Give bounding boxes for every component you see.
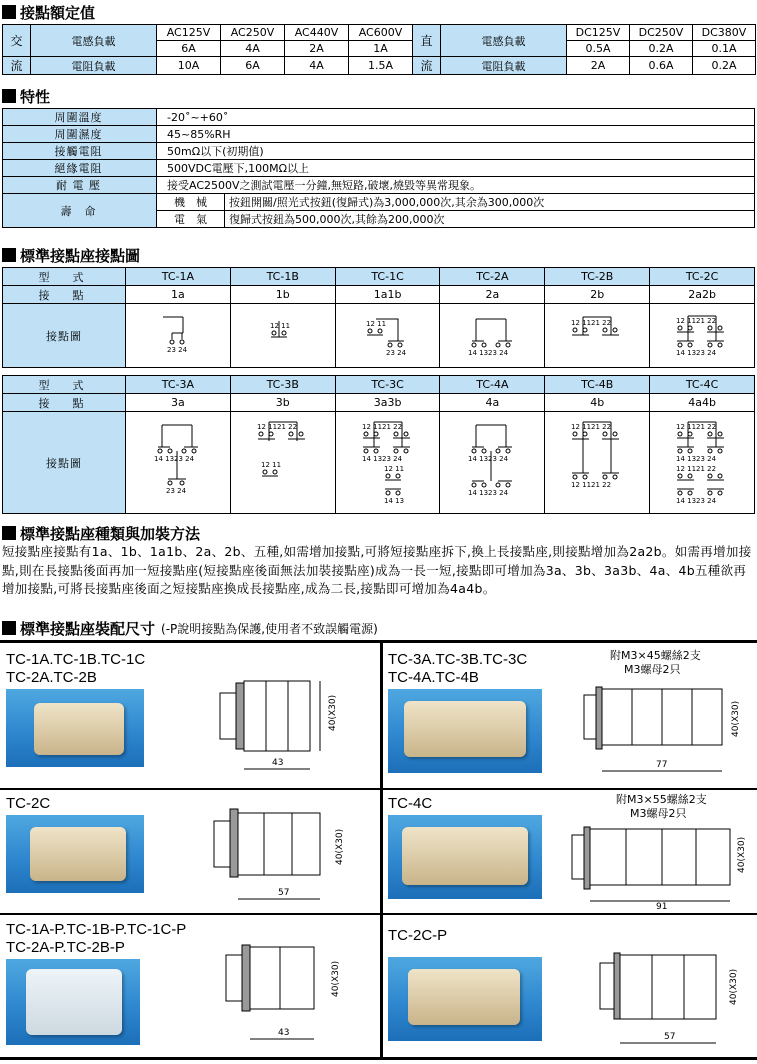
elec-value: 復歸式按鈕為500,000次,其餘為200,000次: [225, 211, 755, 228]
contact-block-image: [30, 827, 126, 881]
diagram-tc-3a: [126, 412, 231, 514]
contact-block-image: [404, 701, 526, 757]
contact-1a1b-diagram: [358, 311, 418, 361]
contact-2b-diagram: [567, 311, 627, 361]
svg-text:12 1121 22: 12 1121 22: [571, 318, 612, 327]
section-marker-icon: [2, 248, 16, 262]
dc-label-2: 流: [413, 57, 441, 75]
dimension-drawing: [570, 679, 750, 783]
svg-text:12 1121 22: 12 1121 22: [571, 422, 612, 431]
contact-4a-diagram: [462, 417, 522, 509]
svg-text:12 1121 22: 12 1121 22: [676, 422, 717, 431]
methods-heading: [0, 523, 200, 543]
ac-inductive-label: 電感負載: [31, 25, 157, 57]
contact-4b-diagram: [567, 417, 627, 509]
model-cell: TC-3C: [335, 376, 440, 394]
ac-voltage: AC600V: [349, 25, 413, 41]
contact-cell: 1a: [126, 286, 231, 304]
contact-3a3b-diagram: [358, 417, 418, 509]
contact-table-2: [2, 375, 755, 514]
diagram-tc-3c: [335, 412, 440, 514]
svg-text:12 11: 12 11: [365, 319, 386, 328]
contact-cell: 4a: [440, 394, 545, 412]
model-cell: TC-3B: [230, 376, 335, 394]
temp-label: 周圍溫度: [3, 109, 157, 126]
contact-label: 接 點: [3, 394, 126, 412]
svg-text:23 24: 23 24: [166, 345, 187, 354]
svg-text:14 13: 14 13: [383, 496, 404, 505]
width-label: 91: [656, 902, 668, 912]
dc-resistive-label: 電阻負載: [441, 57, 567, 75]
panel-title: TC-2A.TC-2B: [6, 669, 97, 686]
volt-value: 接受AC2500V之測試電壓一分鐘,無短路,破壞,燒毀等異常現象。: [157, 177, 755, 194]
contact-cell: 1b: [230, 286, 335, 304]
svg-text:23 24: 23 24: [165, 486, 186, 495]
height-label: 40(X30): [731, 700, 741, 737]
mech-label: 機 械: [157, 194, 225, 211]
props-table: [2, 108, 755, 228]
diagram-label: 接點圖: [3, 412, 126, 514]
model-cell: TC-3A: [126, 376, 231, 394]
contact-block-image: [402, 827, 528, 885]
dims-heading: [0, 618, 378, 638]
contact-3a-diagram: [148, 417, 208, 509]
type-label: 型 式: [3, 376, 126, 394]
contact-block-image: [408, 969, 520, 1025]
model-cell: TC-4B: [545, 376, 650, 394]
dimension-drawing: [200, 795, 360, 913]
section-marker-icon: [2, 89, 16, 103]
contact-cell: 2a: [440, 286, 545, 304]
contact-cell: 1a1b: [335, 286, 440, 304]
ac-resistive-value: 6A: [221, 57, 285, 75]
dc-resistive-value: 0.6A: [630, 57, 693, 75]
product-photo: [6, 689, 144, 767]
ac-resistive-value: 4A: [285, 57, 349, 75]
volt-label: 耐 電 壓: [3, 177, 157, 194]
svg-text:14 1323 24: 14 1323 24: [468, 488, 509, 497]
dimension-drawing: [560, 821, 750, 913]
contact-cell: 4a4b: [650, 394, 755, 412]
svg-text:14 1323 24: 14 1323 24: [468, 348, 509, 357]
contact-1b-diagram: [258, 311, 308, 361]
dc-inductive-value: 0.2A: [630, 41, 693, 57]
dc-inductive-value: 0.5A: [567, 41, 630, 57]
panel-title: TC-4A.TC-4B: [388, 669, 479, 686]
contact-cell: 2a2b: [650, 286, 755, 304]
diagram-label: 接點圖: [3, 304, 126, 368]
product-photo: [388, 689, 542, 773]
contact-table-1: [2, 267, 755, 368]
ac-label-2: 流: [3, 57, 31, 75]
section-marker-icon: [2, 5, 16, 19]
temp-value: -20˚~+60˚: [157, 109, 755, 126]
ac-resistive-value: 1.5A: [349, 57, 413, 75]
model-cell: TC-1A: [126, 268, 231, 286]
ac-voltage: AC440V: [285, 25, 349, 41]
grid-divider: [0, 788, 757, 790]
contact-4a4b-diagram: [672, 417, 732, 509]
panel-title: TC-2A-P.TC-2B-P: [6, 939, 125, 956]
grid-divider: [380, 643, 383, 1057]
svg-text:12 1121 22: 12 1121 22: [256, 422, 297, 431]
panel-title: TC-2C: [6, 795, 51, 812]
diagram-tc-4c: [650, 412, 755, 514]
type-label: 型 式: [3, 268, 126, 286]
dimension-drawing: [206, 927, 366, 1055]
ac-inductive-value: 2A: [285, 41, 349, 57]
section-marker-icon: [2, 526, 16, 540]
dc-voltage: DC250V: [630, 25, 693, 41]
width-label: 43: [278, 1028, 290, 1038]
svg-text:14 1323 24: 14 1323 24: [468, 454, 509, 463]
width-label: 57: [278, 888, 290, 898]
dimension-drawing: [200, 673, 360, 783]
mech-value: 按鈕開關/照光式按鈕(復歸式)為3,000,000次,其余為300,000次: [225, 194, 755, 211]
nut-note: M3螺母2只: [624, 663, 681, 676]
model-cell: TC-2A: [440, 268, 545, 286]
contacts-title: 標準接點座接點圖: [20, 246, 141, 265]
screw-note: 附M3×55螺絲2支: [616, 793, 707, 806]
dims-title: 標準接點座裝配尺寸: [20, 619, 156, 638]
dc-inductive-value: 0.1A: [693, 41, 756, 57]
model-cell: TC-1C: [335, 268, 440, 286]
ac-inductive-value: 6A: [157, 41, 221, 57]
model-cell: TC-1B: [230, 268, 335, 286]
dc-resistive-value: 0.2A: [693, 57, 756, 75]
dc-voltage: DC380V: [693, 25, 756, 41]
humid-value: 45~85%RH: [157, 126, 755, 143]
svg-text:14 1323 24: 14 1323 24: [676, 454, 717, 463]
contacts-heading: [0, 245, 140, 265]
svg-text:12 11: 12 11: [269, 321, 290, 330]
svg-text:23 24: 23 24: [385, 348, 406, 357]
rating-table: [2, 24, 756, 75]
product-photo: [6, 959, 140, 1045]
rating-title: 接點額定值: [20, 3, 96, 22]
model-cell: TC-2C: [650, 268, 755, 286]
contact-block-image: [26, 969, 122, 1035]
svg-text:14 1323 24: 14 1323 24: [676, 348, 717, 357]
dc-resistive-value: 2A: [567, 57, 630, 75]
height-label: 40(X30): [335, 828, 345, 865]
dims-grid: [0, 640, 757, 1060]
panel-title: TC-3A.TC-3B.TC-3C: [388, 651, 528, 668]
diagram-tc-1c: [335, 304, 440, 368]
svg-text:12 11: 12 11: [260, 460, 281, 469]
contact-2a-diagram: [462, 311, 522, 361]
svg-text:14 1323 24: 14 1323 24: [153, 454, 194, 463]
dc-inductive-label: 電感負載: [441, 25, 567, 57]
product-photo: [388, 815, 542, 899]
diagram-tc-1b: [230, 304, 335, 368]
svg-text:12 1121 22: 12 1121 22: [361, 422, 402, 431]
height-label: 40(X30): [737, 836, 747, 873]
ac-resistive-value: 10A: [157, 57, 221, 75]
width-label: 57: [664, 1032, 676, 1042]
product-photo: [6, 815, 144, 893]
insul-value: 500VDC電壓下,100MΩ以上: [157, 160, 755, 177]
props-title: 特性: [20, 87, 51, 106]
diagram-tc-4a: [440, 412, 545, 514]
screw-note: 附M3×45螺絲2支: [610, 649, 701, 662]
props-heading: [0, 86, 50, 106]
humid-label: 周圍濕度: [3, 126, 157, 143]
ac-inductive-value: 1A: [349, 41, 413, 57]
diagram-tc-1a: [126, 304, 231, 368]
svg-text:14 1323 24: 14 1323 24: [361, 454, 402, 463]
svg-text:12 1121 22: 12 1121 22: [571, 480, 612, 489]
panel-title: TC-4C: [388, 795, 433, 812]
height-label: 40(X30): [328, 694, 338, 731]
panel-title: TC-2C-P: [388, 927, 448, 944]
grid-divider: [0, 913, 757, 915]
width-label: 77: [656, 760, 668, 770]
nut-note: M3螺母2只: [630, 807, 687, 820]
rating-heading: [0, 2, 95, 22]
ac-inductive-value: 4A: [221, 41, 285, 57]
model-cell: TC-4C: [650, 376, 755, 394]
dc-voltage: DC125V: [567, 25, 630, 41]
ac-voltage: AC250V: [221, 25, 285, 41]
contact-cell: 3b: [230, 394, 335, 412]
elec-label: 電 氣: [157, 211, 225, 228]
contact-cell: 3a3b: [335, 394, 440, 412]
contact-res-value: 50mΩ以下(初期值): [157, 143, 755, 160]
contact-label: 接 點: [3, 286, 126, 304]
diagram-tc-3b: [230, 412, 335, 514]
ac-resistive-label: 電阻負載: [31, 57, 157, 75]
contact-cell: 3a: [126, 394, 231, 412]
contact-1a-diagram: [153, 311, 203, 361]
svg-text:14 1323 24: 14 1323 24: [676, 496, 717, 505]
svg-text:12 1121 22: 12 1121 22: [676, 464, 717, 473]
panel-title: TC-1A.TC-1B.TC-1C: [6, 651, 146, 668]
contact-2a2b-diagram: [672, 311, 732, 361]
insul-label: 絕緣電阻: [3, 160, 157, 177]
dc-label: 直: [413, 25, 441, 57]
dimension-drawing: [586, 933, 752, 1055]
contact-res-label: 接觸電阻: [3, 143, 157, 160]
product-photo: [388, 957, 542, 1041]
contact-cell: 4b: [545, 394, 650, 412]
width-label: 43: [272, 758, 284, 768]
contact-3b-diagram: [253, 417, 313, 509]
height-label: 40(X30): [331, 960, 341, 997]
section-marker-icon: [2, 621, 16, 635]
panel-title: TC-1A-P.TC-1B-P.TC-1C-P: [6, 921, 187, 938]
contact-cell: 2b: [545, 286, 650, 304]
svg-text:12 1121 22: 12 1121 22: [676, 316, 717, 325]
diagram-tc-2a: [440, 304, 545, 368]
svg-text:12 11: 12 11: [383, 464, 404, 473]
ac-label: 交: [3, 25, 31, 57]
contact-block-image: [34, 703, 124, 755]
diagram-tc-2c: [650, 304, 755, 368]
model-cell: TC-2B: [545, 268, 650, 286]
ac-voltage: AC125V: [157, 25, 221, 41]
methods-paragraph: 短接點座接點有1a、1b、1a1b、2a、2b、五種,如需增加接點,可將短接點座拆下,換上長接點座,則接點增加為2a2b。如需再增加接點,則在長接點後面再加一短接點座(短接點座後面無法加裝接點座)成為一長一短,接點即可增加為3a、3b、3a3b、4a、4b五種欲再增加接點,可將長接點座後面之短接點座換成長接點座,成為二長,接點即可增加為4a4b。: [2, 544, 752, 596]
model-cell: TC-4A: [440, 376, 545, 394]
diagram-tc-4b: [545, 412, 650, 514]
life-label: 壽 命: [3, 194, 157, 228]
methods-title: 標準接點座種類與加裝方法: [20, 524, 201, 543]
height-label: 40(X30): [729, 968, 739, 1005]
diagram-tc-2b: [545, 304, 650, 368]
dims-note: (-P說明接點為保護,使用者不致誤觸電源): [161, 621, 378, 636]
